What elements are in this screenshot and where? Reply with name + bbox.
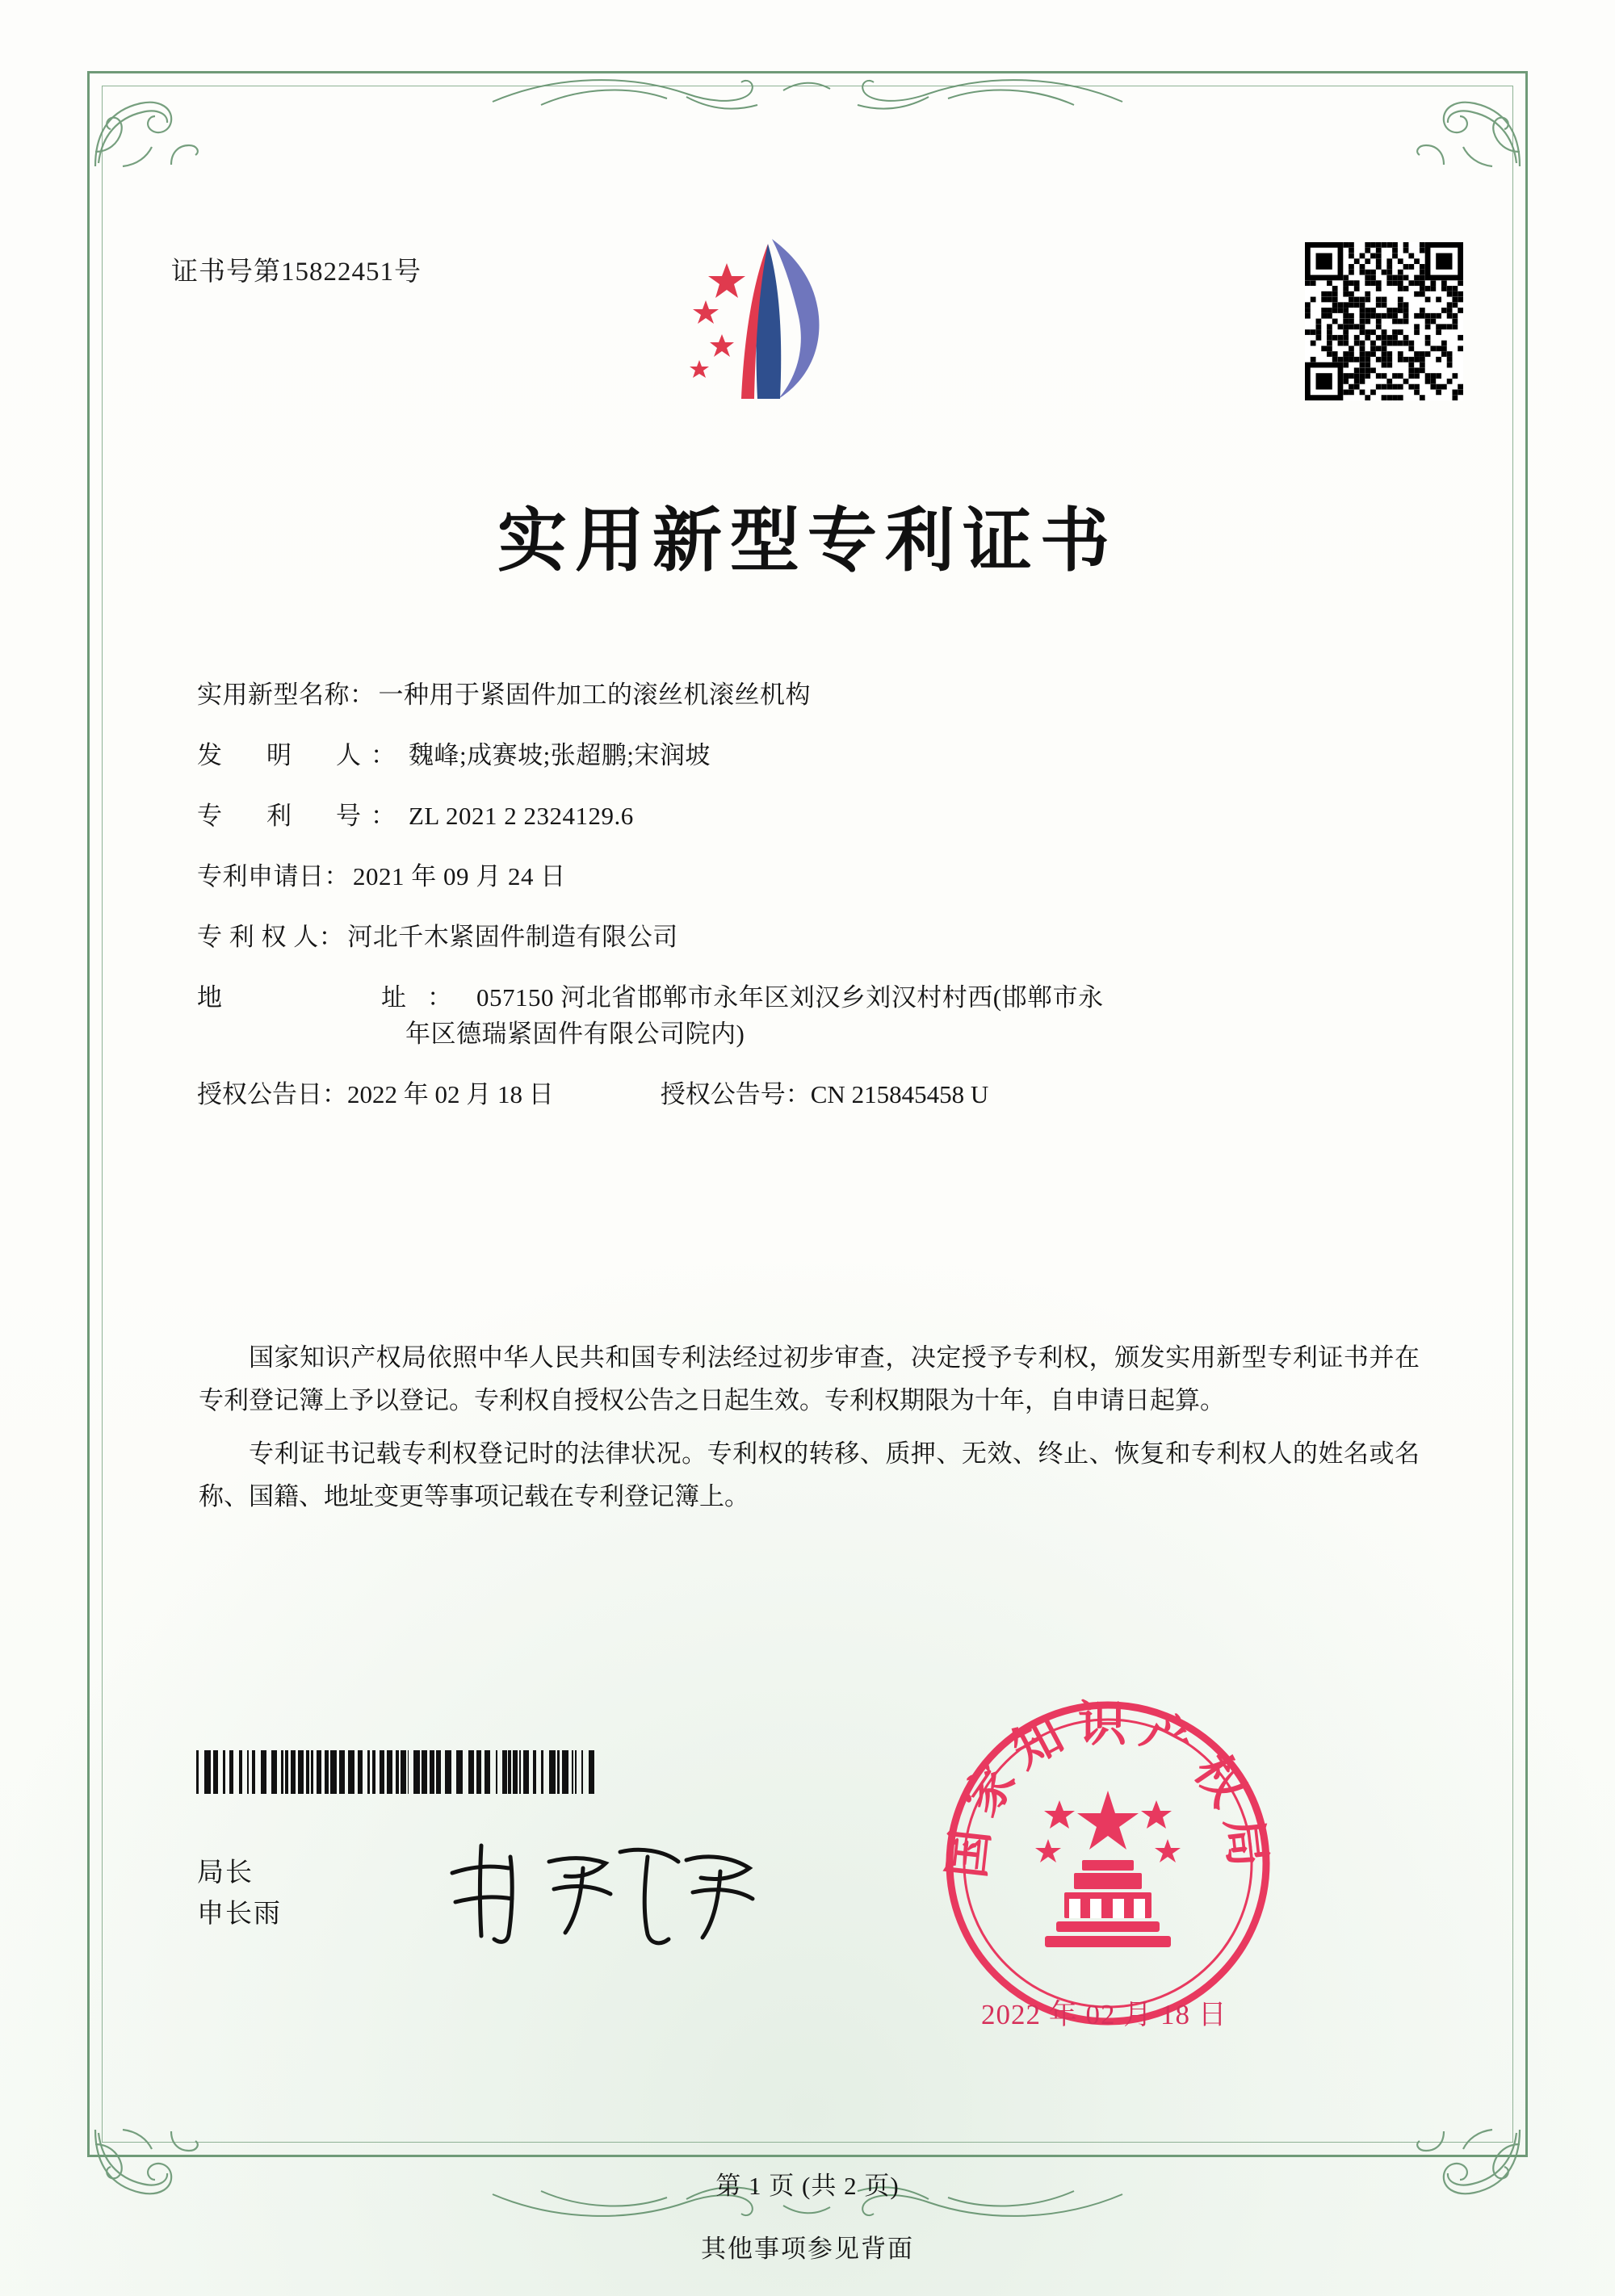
field-label: 专 利 号： bbox=[197, 802, 405, 830]
field-label: 实用新型名称： bbox=[197, 681, 375, 709]
field-inventor bbox=[197, 743, 1424, 768]
field-value: 057150 河北省邯郸市永年区刘汉乡刘汉村村西(邯郸市永 bbox=[476, 983, 1104, 1012]
qr-code bbox=[1305, 242, 1463, 400]
cnipa-logo-icon bbox=[677, 233, 870, 418]
address-line-2: 年区德瑞紧固件有限公司院内) bbox=[405, 1020, 745, 1048]
corner-ornament-icon bbox=[1403, 74, 1525, 171]
page-title: 实用新型专利证书 bbox=[497, 500, 1118, 581]
top-edge-ornament-icon bbox=[444, 69, 1171, 121]
field-label: 专 利 权 人： bbox=[197, 923, 345, 951]
grant-date-label: 授权公告日： bbox=[197, 1080, 347, 1108]
field-value: ZL 2021 2 2324129.6 bbox=[409, 802, 634, 830]
field-patentee bbox=[197, 924, 1424, 949]
page-number: 第 1 页 (共 2 页) bbox=[715, 2172, 900, 2200]
field-label: 发 明 人： bbox=[197, 741, 405, 769]
director-block bbox=[197, 1853, 282, 1935]
field-label: 专利申请日： bbox=[197, 862, 350, 890]
field-label: 地 址： bbox=[197, 983, 473, 1012]
grant-number-label: 授权公告号： bbox=[660, 1080, 811, 1108]
handwritten-signature-icon bbox=[436, 1825, 775, 1954]
director-name: 申长雨 bbox=[197, 1900, 282, 1929]
field-value: 2021 年 09 月 24 日 bbox=[353, 862, 566, 890]
field-value: 魏峰;成赛坡;张超鹏;宋润坡 bbox=[409, 741, 711, 769]
barcode bbox=[196, 1750, 600, 1794]
legal-text-block bbox=[199, 1336, 1420, 1527]
director-label: 局长 bbox=[197, 1858, 254, 1887]
field-patent-number bbox=[197, 803, 1424, 828]
seal-date: 2022 年 02 月 18 日 bbox=[981, 1999, 1227, 2030]
legal-paragraph-2: 专利证书记载专利权登记时的法律状况。专利权的转移、质押、无效、终止、恢复和专利权人的姓名或名称、国籍、地址变更等事项记载在专利登记簿上。 bbox=[199, 1439, 1420, 1510]
field-address bbox=[197, 985, 1424, 1046]
field-value: 河北千木紧固件制造有限公司 bbox=[347, 923, 678, 951]
certificate-number: 证书号第15822451号 bbox=[171, 258, 422, 287]
field-application-date bbox=[197, 864, 1424, 889]
back-side-note: 其他事项参见背面 bbox=[701, 2235, 914, 2263]
grant-number-value: CN 215845458 U bbox=[810, 1080, 989, 1108]
grant-date-value: 2022 年 02 月 18 日 bbox=[347, 1080, 554, 1108]
svg-text:国家知识产权局: 国家知识产权局 bbox=[938, 1696, 1277, 1881]
address-line-1 bbox=[197, 985, 1424, 1010]
corner-ornament-icon bbox=[90, 74, 212, 171]
field-list bbox=[197, 682, 1424, 1138]
legal-paragraph-1: 国家知识产权局依照中华人民共和国专利法经过初步审查，决定授予专利权，颁发实用新型专利证书并在专利登记簿上予以登记。专利权自授权公告之日起生效。专利权期限为十年，自申请日起算。 bbox=[199, 1343, 1420, 1415]
field-utility-model-name bbox=[197, 682, 1424, 707]
field-grant-row bbox=[197, 1082, 1424, 1107]
field-value: 一种用于紧固件加工的滚丝机滚丝机构 bbox=[378, 681, 811, 709]
official-seal bbox=[938, 1694, 1277, 2033]
